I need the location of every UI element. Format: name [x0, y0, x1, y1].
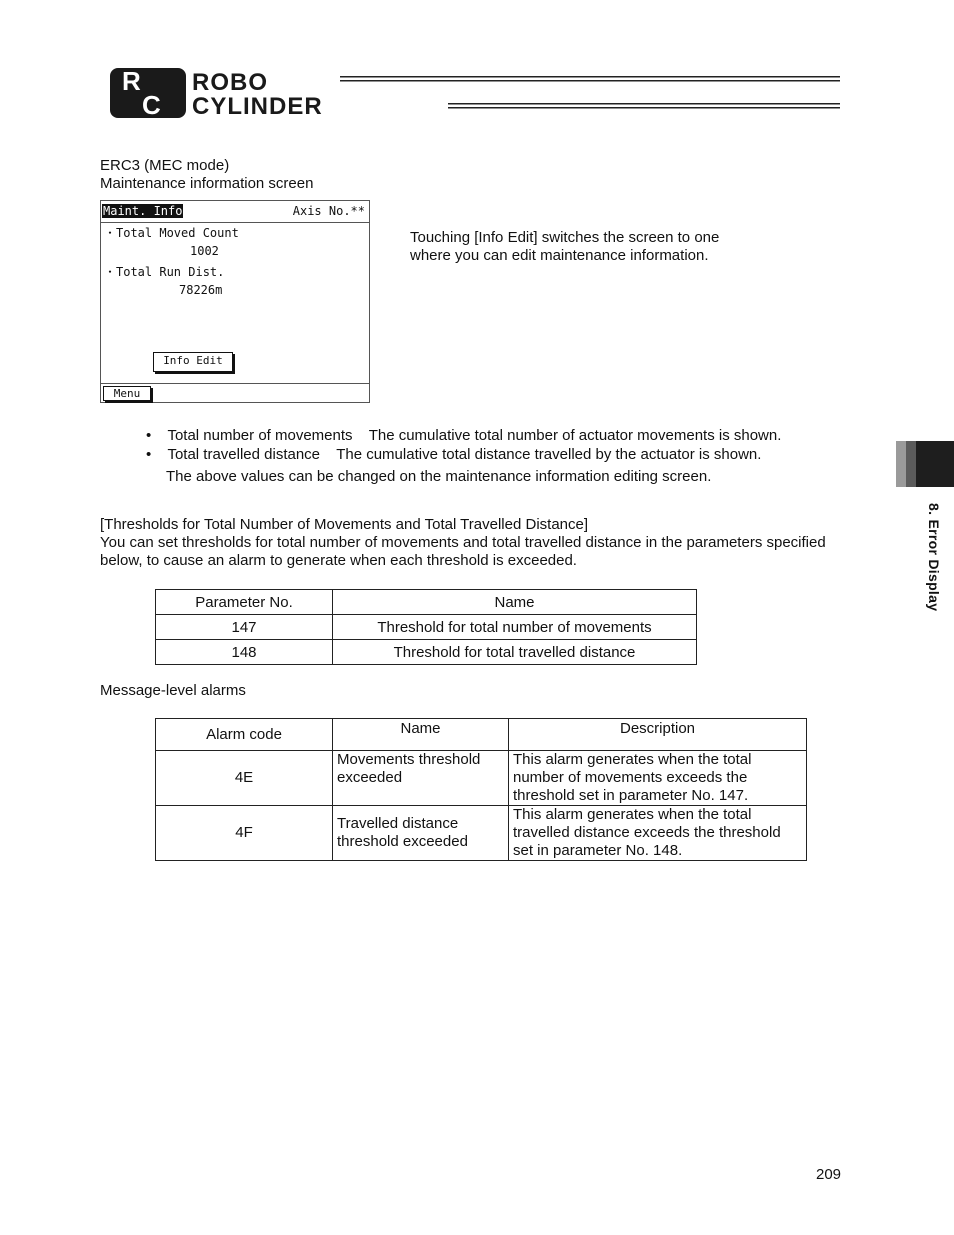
- robo-cylinder-logo: [108, 66, 848, 122]
- alarm-code: 4F: [156, 806, 333, 861]
- note-line-1: Touching [Info Edit] switches the screen to one: [410, 229, 720, 246]
- maintenance-info-screen: [100, 200, 370, 403]
- alarm-desc-line: set in parameter No. 148.: [513, 842, 683, 859]
- alarm-desc-line: threshold set in parameter No. 147.: [513, 787, 749, 804]
- alarm-desc-line: number of movements exceeds the: [513, 769, 748, 786]
- lcd-title-bar: [101, 201, 369, 223]
- parameter-number: 147: [156, 615, 333, 640]
- parameter-name: Threshold for total travelled distance: [333, 640, 697, 665]
- bullet-dot: •: [146, 446, 152, 463]
- bullet-item: [146, 427, 781, 445]
- column-header: Name: [333, 590, 697, 615]
- thresholds-heading: [Thresholds for Total Number of Movements and Total Travelled Distance]: [100, 516, 589, 533]
- bullet-term: Total number of movements: [167, 427, 353, 444]
- alarm-name-line: Travelled distance: [337, 815, 459, 832]
- table-header-row: [156, 590, 697, 615]
- alarm-desc-line: This alarm generates when the total: [513, 751, 752, 768]
- column-header: Description: [509, 719, 807, 751]
- info-edit-button[interactable]: Info Edit: [153, 352, 233, 372]
- bullet-desc: The cumulative total number of actuator movements is shown.: [368, 427, 782, 444]
- table-row: [156, 751, 807, 806]
- table-row: [156, 806, 807, 861]
- parameter-name: Threshold for total number of movements: [333, 615, 697, 640]
- logo-cylinder: CYLINDER: [192, 93, 323, 120]
- alarm-name-line: Movements threshold: [337, 751, 481, 768]
- logo-letter-r: R: [122, 66, 141, 96]
- thresholds-text-1: You can set thresholds for total number of movements and total travelled distance in the parameters specified: [100, 534, 826, 551]
- bullet-dot: •: [146, 427, 152, 444]
- total-run-dist-label: ・Total Run Dist.: [104, 265, 225, 279]
- thresholds-text-2: below, to cause an alarm to generate when each threshold is exceeded.: [100, 552, 577, 569]
- note-line-2: where you can edit maintenance information.: [410, 247, 709, 264]
- logo-robo: ROBO: [192, 69, 268, 96]
- alarm-desc-line: travelled distance exceeds the threshold: [513, 824, 781, 841]
- alarm-code: 4E: [156, 751, 333, 806]
- alarms-heading: Message-level alarms: [100, 682, 246, 699]
- lcd-axis-number: Axis No.**: [292, 204, 365, 218]
- alarm-name: [333, 751, 509, 806]
- menu-button[interactable]: Menu: [103, 386, 151, 401]
- table-header-row: [156, 719, 807, 751]
- page-number: 209: [816, 1166, 842, 1183]
- section-heading-screen: Maintenance information screen: [100, 175, 314, 192]
- alarm-name: [333, 806, 509, 861]
- chapter-tab: [896, 441, 954, 487]
- bullet-term: Total travelled distance: [167, 446, 321, 463]
- total-run-dist-value: 78226m: [179, 283, 223, 297]
- table-row: [156, 640, 697, 665]
- total-moved-count-label: ・Total Moved Count: [104, 226, 239, 240]
- alarm-description: [509, 751, 807, 806]
- bullet-item: [146, 446, 761, 464]
- section-heading-erc3: ERC3 (MEC mode): [100, 157, 230, 174]
- logo-letter-c: C: [142, 90, 161, 120]
- column-header: Alarm code: [156, 719, 333, 751]
- column-header: Parameter No.: [156, 590, 333, 615]
- bullets-followup: The above values can be changed on the maintenance information editing screen.: [166, 468, 712, 485]
- column-header: Name: [333, 719, 509, 751]
- total-moved-count-value: 1002: [190, 244, 219, 258]
- alarm-name-line: threshold exceeded: [337, 833, 468, 850]
- alarm-desc-line: This alarm generates when the total: [513, 806, 752, 823]
- alarm-table: [155, 718, 807, 861]
- lcd-footer: [101, 383, 369, 403]
- lcd-title: Maint. Info: [103, 204, 183, 218]
- bullet-desc: The cumulative total distance travelled by the actuator is shown.: [336, 446, 762, 463]
- table-row: [156, 615, 697, 640]
- alarm-name-line: exceeded: [337, 769, 403, 786]
- alarm-description: [509, 806, 807, 861]
- chapter-label: 8. Error Display: [926, 503, 942, 612]
- parameter-number: 148: [156, 640, 333, 665]
- parameter-table: [155, 589, 697, 665]
